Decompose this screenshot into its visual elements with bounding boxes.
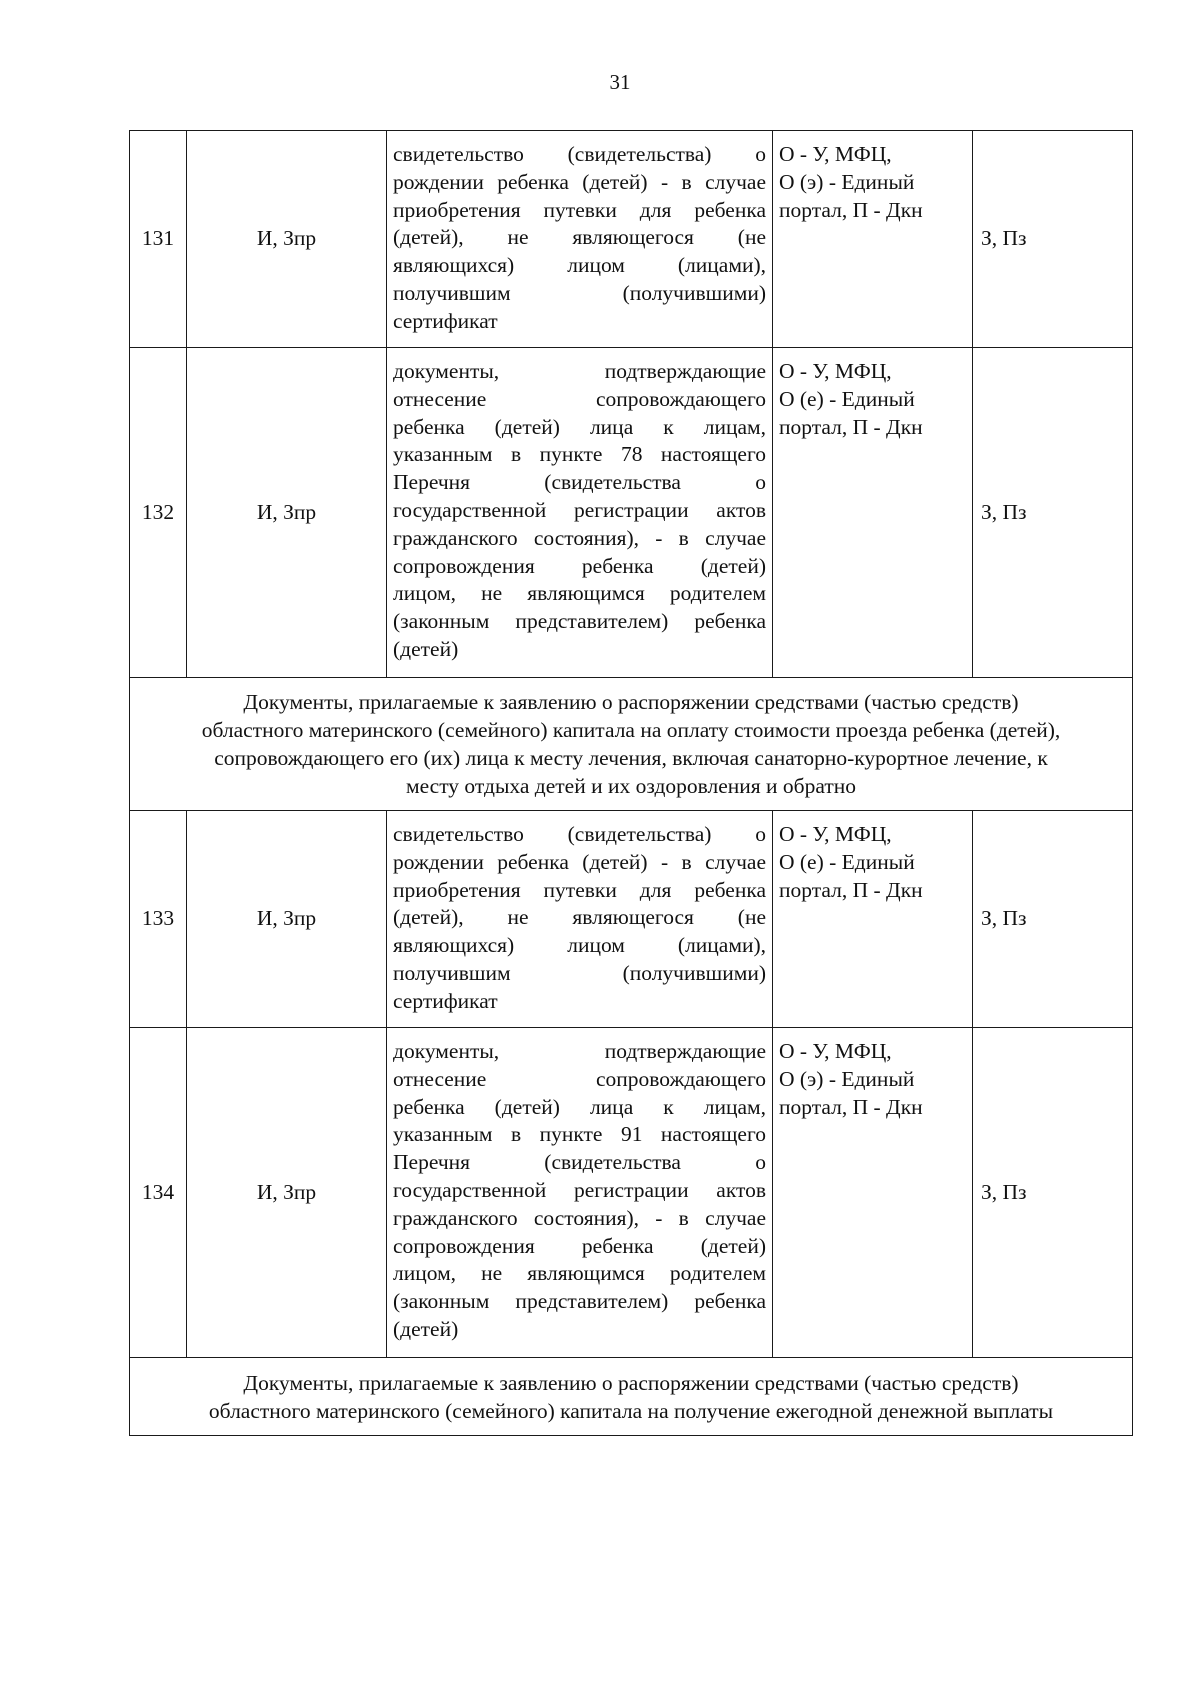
text-line: указанным в пункте 91 настоящего — [393, 1122, 766, 1147]
text-line: рождении ребенка (детей) - в случае — [393, 849, 766, 874]
text-line: лицом, не являющимся родителем — [393, 581, 766, 606]
text-line: О (э) - Единый — [779, 169, 915, 194]
section-heading-line: месту отдыха детей и их оздоровления и обратно — [405, 773, 857, 798]
row-number: 132 — [130, 348, 187, 678]
text-line: сопровождения ребенка (детей) — [393, 553, 766, 578]
applicant-category: И, Зпр — [187, 811, 387, 1028]
text-line: (законным представителем) ребенка — [393, 1289, 766, 1314]
text-line: документы, подтверждающие — [393, 359, 766, 383]
text-line: О (э) - Единый — [779, 1066, 915, 1091]
result-code: З, Пз — [973, 348, 1133, 678]
result-code: З, Пз — [973, 1028, 1133, 1358]
text-line: документы, подтверждающие — [393, 1039, 766, 1063]
submission-method — [773, 1028, 973, 1358]
document-description — [387, 131, 773, 348]
text-line: приобретения путевки для ребенка — [393, 877, 766, 902]
text-line: портал, П - Дкн — [779, 877, 923, 902]
text-line: О - У, МФЦ, — [779, 359, 892, 383]
text-line: О (е) - Единый — [779, 386, 915, 411]
submission-method — [773, 131, 973, 348]
text-line: портал, П - Дкн — [779, 197, 923, 222]
text-line: портал, П - Дкн — [779, 1094, 923, 1119]
section-heading — [130, 678, 1133, 811]
text-line: (детей), не являющегося (не — [393, 905, 766, 930]
table-row — [130, 1028, 1133, 1358]
table-row — [130, 811, 1133, 1028]
table-row — [130, 348, 1133, 678]
result-code: З, Пз — [973, 131, 1133, 348]
applicant-category: И, Зпр — [187, 131, 387, 348]
text-line: отнесение сопровождающего — [393, 386, 766, 411]
text-line: лицом, не являющимся родителем — [393, 1261, 766, 1286]
text-line: ребенка (детей) лица к лицам, — [393, 1094, 766, 1119]
text-line: приобретения путевки для ребенка — [393, 197, 766, 222]
page-number: 31 — [609, 70, 631, 94]
applicant-category: И, Зпр — [187, 348, 387, 678]
text-line: Перечня (свидетельства о — [393, 470, 766, 495]
text-line: сертификат — [393, 988, 498, 1013]
text-line: (детей) — [393, 1316, 459, 1341]
text-line: гражданского состояния), - в случае — [393, 1205, 766, 1230]
text-line: получившим (получившими) — [393, 960, 766, 985]
row-number: 133 — [130, 811, 187, 1028]
section-header-row — [130, 1358, 1133, 1436]
text-line: получившим (получившими) — [393, 280, 766, 305]
text-line: свидетельство (свидетельства) о — [393, 822, 766, 846]
text-line: (детей) — [393, 636, 459, 661]
section-heading-line: Документы, прилагаемые к заявлению о распоряжении средствами (частью средств) — [243, 1370, 1019, 1395]
document-description — [387, 1028, 773, 1358]
table-row — [130, 131, 1133, 348]
text-line: Перечня (свидетельства о — [393, 1150, 766, 1175]
text-line: сертификат — [393, 308, 498, 333]
document-description — [387, 811, 773, 1028]
text-line: О - У, МФЦ, — [779, 142, 892, 166]
text-line: являющихся) лицом (лицами), — [393, 253, 766, 278]
text-line: портал, П - Дкн — [779, 414, 923, 439]
section-heading-line: областного материнского (семейного) капитала на получение ежегодной денежной выплаты — [208, 1398, 1054, 1423]
text-line: рождении ребенка (детей) - в случае — [393, 169, 766, 194]
text-line: указанным в пункте 78 настоящего — [393, 442, 766, 467]
section-header-row — [130, 678, 1133, 811]
section-heading-line: Документы, прилагаемые к заявлению о распоряжении средствами (частью средств) — [243, 690, 1019, 715]
text-line: государственной регистрации актов — [393, 1177, 766, 1202]
submission-method — [773, 811, 973, 1028]
applicant-category: И, Зпр — [187, 1028, 387, 1358]
row-number: 134 — [130, 1028, 187, 1358]
text-line: сопровождения ребенка (детей) — [393, 1233, 766, 1258]
result-code: З, Пз — [973, 811, 1133, 1028]
row-number: 131 — [130, 131, 187, 348]
text-line: отнесение сопровождающего — [393, 1066, 766, 1091]
text-line: гражданского состояния), - в случае — [393, 525, 766, 550]
text-line: являющихся) лицом (лицами), — [393, 933, 766, 958]
text-line: государственной регистрации актов — [393, 497, 766, 522]
text-line: (законным представителем) ребенка — [393, 609, 766, 634]
section-heading-line: сопровождающего его (их) лица к месту лечения, включая санаторно-курортное лечение, к — [214, 746, 1048, 770]
text-line: (детей), не являющегося (не — [393, 225, 766, 250]
text-line: О (е) - Единый — [779, 849, 915, 874]
document-description — [387, 348, 773, 678]
text-line: О - У, МФЦ, — [779, 822, 892, 846]
text-line: О - У, МФЦ, — [779, 1039, 892, 1063]
submission-method — [773, 348, 973, 678]
documents-table — [129, 130, 1133, 1436]
section-heading-line: областного материнского (семейного) капитала на оплату стоимости проезда ребенка (детей), — [201, 718, 1061, 743]
section-heading — [130, 1358, 1133, 1436]
text-line: ребенка (детей) лица к лицам, — [393, 414, 766, 439]
text-line: свидетельство (свидетельства) о — [393, 142, 766, 166]
